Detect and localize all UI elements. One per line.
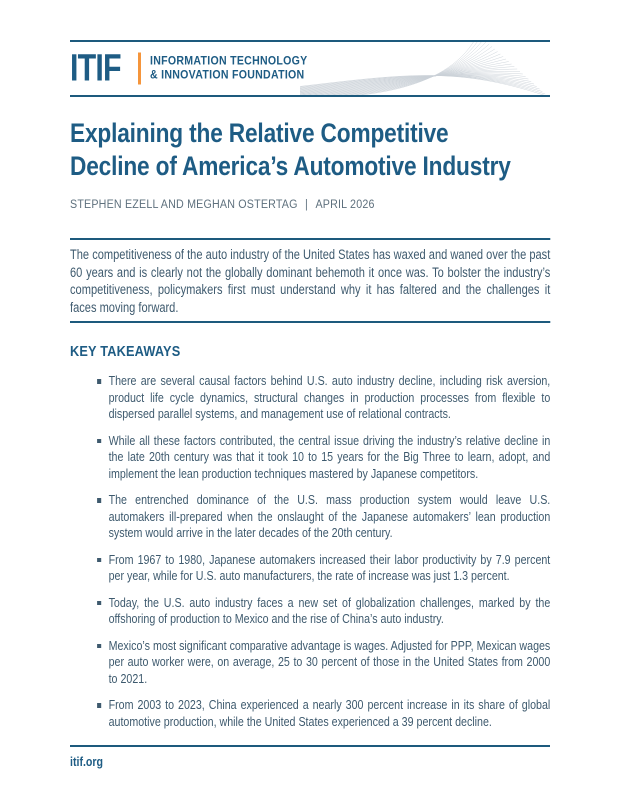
byline [70, 199, 591, 211]
itif-logo-wordmark: ITIF [70, 47, 121, 89]
itif-logo [70, 47, 321, 90]
takeaway-item: The entrenched dominance of the U.S. mass production system would leave U.S. automakers ill-prepared when the onslaught of the Japanese automakers’ lean production system would arrive in the later decades of the 20th century. [70, 492, 550, 542]
takeaway-item: While all these factors contributed, the central issue driving the industry’s relative decline in the late 20th century was that it took 10 to 15 years for the Big Three to learn, adopt, and implement the lean production techniques mastered by Japanese competitors. [70, 433, 550, 483]
abstract-box [70, 238, 550, 323]
takeaway-item: From 2003 to 2023, China experienced a nearly 300 percent increase in its share of global automotive production, while the United States experienced a 39 percent decline. [70, 697, 550, 730]
takeaway-item: Mexico’s most significant comparative advantage is wages. Adjusted for PPP, Mexican wages per auto worker were, on average, 25 to 30 percent of those in the United States from 2000 to 2021. [70, 638, 550, 688]
title-line-2: Decline of America’s Automotive Industry [70, 151, 511, 181]
page-title [70, 117, 574, 183]
footer-rule [70, 745, 550, 747]
byline-date: APRIL 2026 [315, 199, 375, 211]
key-takeaways-list [70, 373, 550, 730]
byline-authors: STEPHEN EZELL AND MEGHAN OSTERTAG [70, 199, 298, 211]
logo-name-line1: INFORMATION TECHNOLOGY [150, 55, 308, 68]
logo-name-line2: & INNOVATION FOUNDATION [150, 69, 305, 82]
key-takeaways-heading: KEY TAKEAWAYS [70, 343, 181, 360]
itif-logo-name [150, 55, 308, 83]
takeaway-item: From 1967 to 1980, Japanese automakers increased their labor productivity by 7.9 percent per year, while for U.S. auto manufacturers, the rate of increase was just 1.3 percent. [70, 552, 550, 585]
byline-separator: | [305, 199, 309, 211]
footer-site-link[interactable]: itif.org [70, 755, 104, 769]
abstract-text: The competitiveness of the auto industry of the United States has waxed and waned over the past 60 years and is clearly not the globally dominant behemoth it once was. To bolster the industry’s competitiveness, policymakers first must understand why it has faltered and the challenges it faces moving forward. [70, 247, 551, 315]
title-line-1: Explaining the Relative Competitive [70, 118, 449, 148]
takeaway-item: There are several causal factors behind U.S. auto industry decline, including risk aversion, product life cycle dynamics, structural changes in production processes from flexible to dispersed parallel systems, and management use of relational contracts. [70, 373, 550, 423]
takeaway-item: Today, the U.S. auto industry faces a new set of globalization challenges, marked by the offshoring of production to Mexico and the rise of China’s auto industry. [70, 595, 550, 628]
logo-divider [138, 53, 141, 85]
